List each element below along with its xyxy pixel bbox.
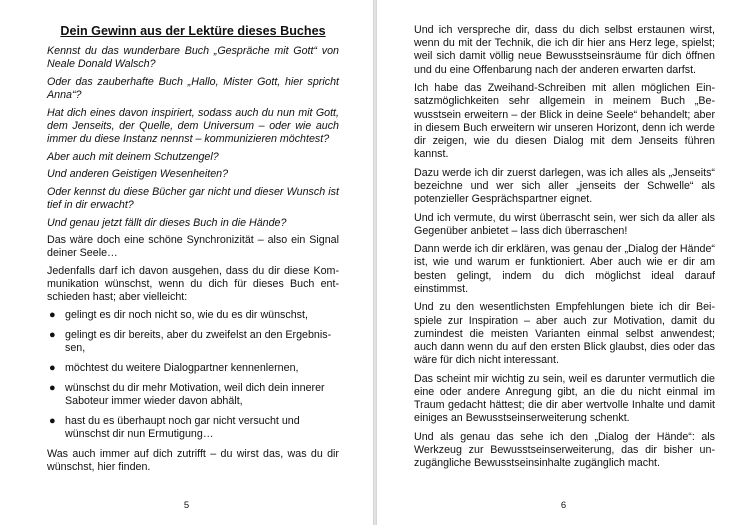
bullet-icon: ● (49, 308, 56, 321)
intro-question: Aber auch mit deinem Schutzengel? (47, 150, 219, 163)
paragraph-assumption: Jedenfalls darf ich davon ausgehen, dass du dir diese Kommunikation wünschst, wenn du dich für dieses Buch entschieden hast; aber vielleicht: (47, 264, 339, 304)
list-item-text: wünschst du dir mehr Motivation, weil dich dein innerer Saboteur immer wieder davon abhält, (65, 381, 325, 407)
paragraph: Und ich verspreche dir, dass du dich selbst erstaunen wirst, wenn du mit der Technik, die ich dir hier ans Herz lege, spielst; weil sich damit völlig neue Bewusstseinsräume für dich öffnen und du eine Offenbarung nach der anderen erwarten darfst. (414, 24, 715, 76)
bullet-icon: ● (49, 328, 56, 341)
intro-question: Und anderen Geistigen Wesenheiten? (47, 168, 229, 181)
paragraph-synchronicity: Das wäre doch eine schöne Synchronizität – also ein Signal deiner Seele… (47, 234, 339, 260)
intro-question: Hat dich eines davon inspiriert, sodass auch du nun mit Gott, dem Jenseits, der Quelle, dem Universum – oder wie auch immer du diese Instanz nennst – kommunizieren möchtest? (47, 106, 339, 145)
paragraph: Das scheint mir wichtig zu sein, weil es darunter vermutlich die eine oder andere Anregung gibt, an die du nicht einmal im Traum gedacht hättest; die dir aber wertvolle Inhalte und damit einiges an Bewusstseinserweiterung schenkt. (414, 372, 715, 425)
list-item (47, 362, 339, 375)
list-item-text: gelingt es dir noch nicht so, wie du es dir wünschst, (65, 308, 308, 321)
bullet-list (47, 309, 339, 441)
paragraph: Und ich vermute, du wirst überrascht sein, wer sich da aller als Gegenüber anbietet – lass dich überraschen! (414, 211, 715, 237)
list-item-text: hast du es überhaupt noch gar nicht versucht und wünschst dir nun Ermutigung… (65, 414, 300, 440)
list-item (47, 329, 339, 355)
intro-question: Und genau jetzt fällt dir dieses Buch in die Hände? (47, 216, 287, 229)
right-page (377, 0, 750, 525)
list-item-text: möchtest du weitere Dialogpartner kennenlernen, (65, 361, 299, 374)
chapter-title: Dein Gewinn aus der Lektüre dieses Buches (60, 24, 326, 38)
intro-question: Kennst du das wunderbare Buch „Gespräche mit Gott“ von Neale Donald Walsch? (47, 45, 339, 71)
intro-question: Oder das zauberhafte Buch „Hallo, Mister Gott, hier spricht Anna“? (47, 75, 339, 101)
bullet-icon: ● (49, 381, 56, 394)
list-item (47, 382, 339, 408)
paragraph: Und zu den wesentlichsten Empfehlungen biete ich dir Beispiele zur Inspiration – aber auch zur Motivation, damit du zumindest die meisten Varianten einmal selbst anwendest; auch dann wenn du auf den ersten Blick glaubst, dies oder das wäre für dich nicht interessant. (414, 301, 715, 367)
paragraph: Und als genau das sehe ich den „Dialog der Hände“: als Werkzeug zur Bewusstseinserweiterung, das dir bisher unzugängliche Bewusstseinsinhalte zugänglich macht. (414, 430, 715, 470)
page-number: 5 (183, 500, 190, 511)
bullet-icon: ● (49, 361, 56, 374)
paragraph: Ich habe das Zweihand-Schreiben mit allen möglichen Einsatzmöglichkeiten sehr allgemein in meinem Buch „Bewusstsein erweitern – der Blick in deine Seele“ behandelt; aber in diesem Buch erweitern wir unseren Horizont, denn ich werde dir zeigen, wie du diesen Dialog mit dem Jenseits führen kannst. (414, 82, 715, 161)
list-item (47, 309, 339, 322)
left-page (0, 0, 373, 525)
list-item (47, 415, 339, 441)
list-item-text: gelingt es dir bereits, aber du zweifelst an den Ergebnissen, (65, 328, 332, 354)
page-number: 6 (560, 500, 567, 511)
paragraph-closing: Was auch immer auf dich zutrifft – du wirst das, was du dir wünschst, hier finden. (47, 447, 339, 473)
bullet-icon: ● (49, 414, 56, 427)
intro-question: Oder kennst du diese Bücher gar nicht und dieser Wunsch ist tief in dir erwacht? (47, 185, 339, 211)
paragraph: Dann werde ich dir erklären, was genau der „Dialog der Hände“ ist, wie und warum er funktioniert. Aber auch wie er dir am besten gelingt, indem du dich möglichst ideal darauf einstimmst. (414, 243, 715, 295)
paragraph: Dazu werde ich dir zuerst darlegen, was ich alles als „Jenseits“ bezeichne und wer sich aller „jenseits der Schwelle“ als potenzieller Gesprächspartner eignet. (414, 166, 715, 206)
